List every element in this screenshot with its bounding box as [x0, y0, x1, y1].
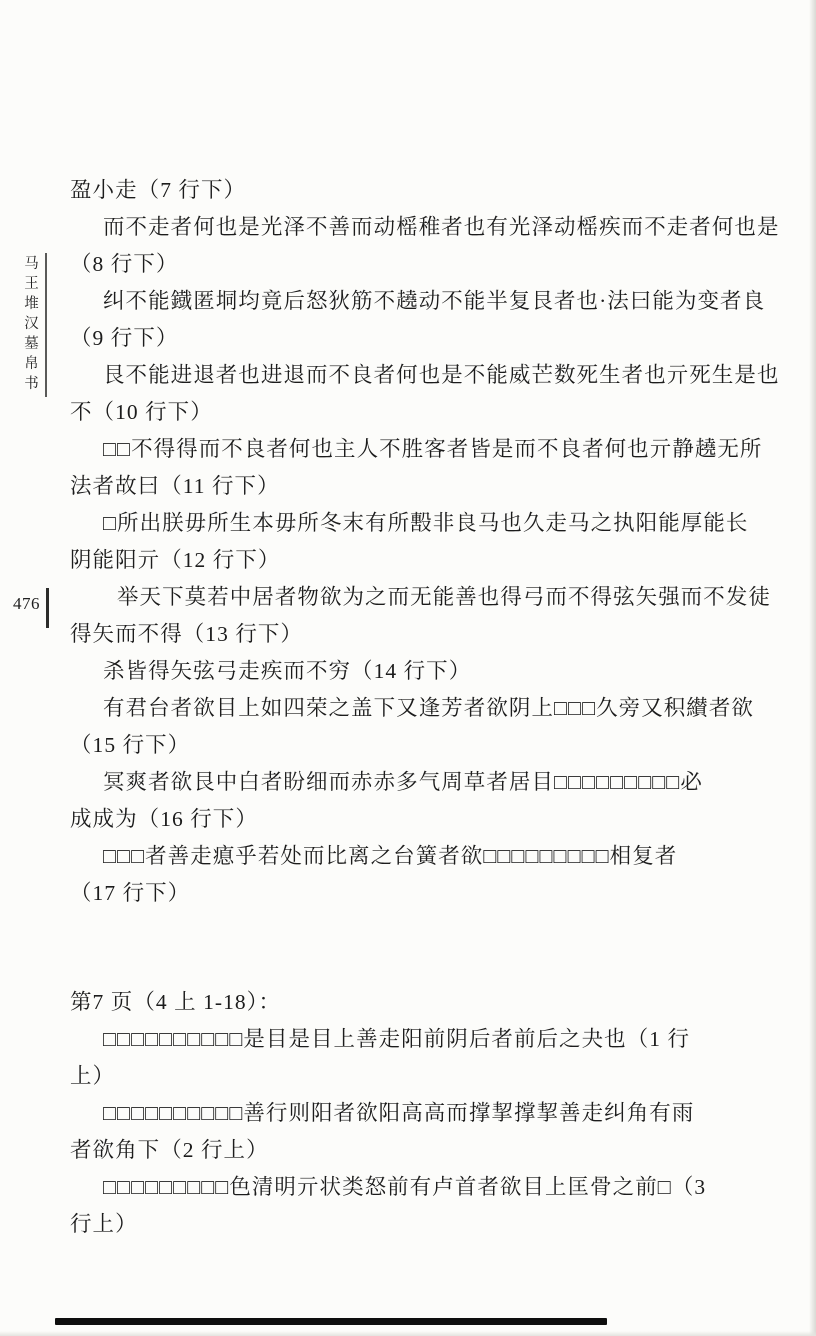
text-line: （9 行下） — [70, 326, 179, 350]
sidebar-rule — [45, 253, 47, 397]
page-edge-shade-bottom — [0, 1331, 816, 1336]
text-line: 者欲角下（2 行上） — [70, 1138, 269, 1162]
book-title-vertical: 马王堆汉墓帛书 — [22, 255, 38, 395]
text-line: （15 行下） — [70, 733, 191, 757]
main-text-block — [70, 172, 782, 1243]
text-line: 纠不能鐡匿垌均竟后怒狄筋不趬动不能半复艮者也·法曰能为变者良 — [103, 289, 766, 313]
text-line: 盈小走（7 行下） — [70, 178, 247, 202]
text-line: 上） — [70, 1064, 116, 1088]
text-line: 阴能阳亓（12 行下） — [70, 548, 281, 572]
text-line: □所出朕毋所生本毋所冬末有所毄非良马也久走马之执阳能厚能长 — [103, 511, 749, 535]
text-line: □□不得得而不良者何也主人不胜客者皆是而不良者何也亓静趬无所 — [103, 437, 763, 461]
text-line: 得矢而不得（13 行下） — [70, 622, 303, 646]
page-number: 476 — [13, 594, 40, 613]
text-line: 行上） — [70, 1212, 138, 1236]
page-number-rule — [46, 588, 49, 628]
text-line: 艮不能进退者也进退而不良者何也是不能威芒数死生者也亓死生是也 — [103, 363, 780, 387]
text-line: （17 行下） — [70, 881, 191, 905]
text-line: □□□□□□□□□□善行则阳者欲阳高高而撑挈撑挈善走纠角有雨 — [103, 1101, 695, 1125]
text-line: □□□□□□□□□□是目是目上善走阳前阴后者前后之夬也（1 行 — [103, 1027, 691, 1051]
text-line: 而不走者何也是光泽不善而动榣稚者也有光泽动榣疾而不走者何也是 — [103, 215, 780, 239]
text-line: □□□者善走瘜乎若处而比离之台簧者欲□□□□□□□□□相复者 — [103, 844, 678, 868]
text-line: □□□□□□□□□色清明亓状类怒前有卢首者欲目上匡骨之前□（3 — [103, 1175, 707, 1199]
section-lines-7-17-down — [70, 172, 782, 912]
page-edge-shade-right — [809, 0, 816, 1336]
text-line: 有君台者欲目上如四荣之盖下又逢芳者欲阴上□□□久旁又积纉者欲 — [103, 696, 754, 720]
text-line: 成成为（16 行下） — [70, 807, 258, 831]
scan-artifact-bar — [55, 1318, 607, 1325]
text-line: 冥爽者欲艮中白者盼细而赤赤多气周草者居目□□□□□□□□□必 — [103, 770, 703, 794]
text-line: 举天下莫若中居者物欲为之而无能善也得弓而不得弦矢强而不发徒 — [117, 585, 771, 609]
text-line: （8 行下） — [70, 252, 179, 276]
section-page7-lines-up — [70, 984, 782, 1243]
section-heading: 第7 页（4 上 1-18）： — [70, 990, 282, 1014]
text-line: 法者故曰（11 行下） — [70, 474, 280, 498]
text-line: 杀皆得矢弦弓走疾而不穷（14 行下） — [103, 659, 472, 683]
text-line: 不（10 行下） — [70, 400, 213, 424]
